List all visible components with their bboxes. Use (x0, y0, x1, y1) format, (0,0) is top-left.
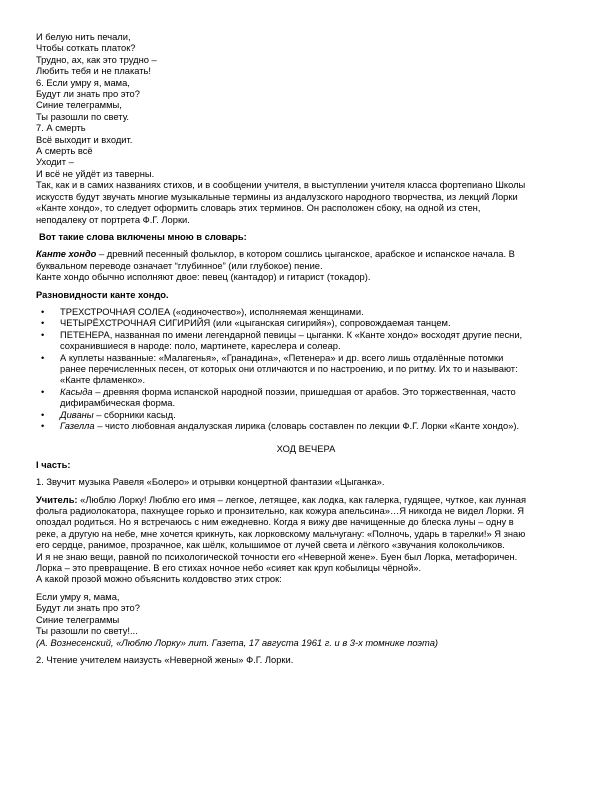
varieties-heading: Разновидности канте хондо. (36, 289, 169, 300)
poem-line: Если умру я, мама, (36, 591, 120, 602)
list-item-text: • ТРЕХСТРОЧНАЯ СОЛЕА («одиночество»), исполняемая женщинами. (60, 306, 364, 317)
teacher-line: А какой прозой можно объяснить колдовство этих строк: (36, 574, 282, 585)
list-item-text: • А куплеты названные: «Малагенья», «Гранадина», «Петенера» и др. всего лишь отдалённые потомки (60, 352, 504, 363)
paragraph-line: неподалеку от портрета Ф.Г. Лорки. (36, 214, 190, 225)
item-2: 2. Чтение учителем наизусть «Неверной жены» Ф.Г. Лорки. (36, 654, 294, 665)
poem-line: Будут ли знать про это? (36, 89, 140, 100)
list-item (36, 387, 576, 410)
poem-line: И всё не уйдёт из таверны. (36, 168, 155, 179)
kante-definition (36, 249, 576, 283)
poem-line: Уходит – (36, 157, 74, 168)
document-page (36, 32, 576, 666)
term-kasyda: Касыда (60, 386, 93, 397)
teacher-line: И я не знаю вещи, равной по психологической точности его «Неверной жене». Буен был Лорка, метафоричен. (36, 551, 518, 562)
list-item-text: сохранившиеся в народе: поло, мартинете, кареслера и солеар. (60, 341, 341, 352)
poem-line: Ты разошли по свету!... (36, 626, 138, 637)
teacher-line: его сердце, ранимое, прозрачное, как шёлк, колышимое от лучей света и лёгкого «звучания колокольчиков. (36, 540, 505, 551)
poem-line: А смерть всё (36, 146, 93, 157)
evening-title: ХОД ВЕЧЕРА (276, 444, 336, 455)
list-item (36, 421, 576, 432)
teacher-speech (36, 495, 576, 586)
list-item (36, 318, 576, 329)
varieties-list (36, 307, 576, 432)
poem-line: Будут ли знать про это? (36, 603, 140, 614)
list-item-text: ранее перечисленных песен, от которых они отличаются и по настроению, и по ритму. Их то и называют: (60, 363, 518, 374)
term-divany: Диваны (60, 409, 94, 420)
teacher-line: опоздал родиться. Но я встречаюсь с ним ежедневно. Когда я вижу две начищенные до блеска луны – одну в (36, 517, 514, 528)
intro-paragraph (36, 180, 576, 226)
list-item (36, 353, 576, 387)
poem-line: Синие телеграммы (36, 614, 120, 625)
poem-bottom (36, 592, 576, 649)
poem-line: 6. Если умру я, мама, (36, 77, 130, 88)
list-item-text: • ПЕТЕНЕРА, названная по имени легендарной певицы – цыганки. К «Канте хондо» восходят другие песни, (60, 329, 523, 340)
teacher-line: Лорка – это превращение. В его стихах ночное небо «сияет как круп кобылицы чёрной». (36, 563, 422, 574)
list-item-text: – древняя форма испанской народной поэзии, пришедшая от арабов. Это торжественная, часто (92, 386, 516, 397)
poem-line: Всё выходит и входит. (36, 134, 133, 145)
kante-definition-line: буквальном переводе означает “глубинное” (или глубокое) пение. (36, 260, 323, 271)
poem-line: Любить тебя и не плакать! (36, 66, 152, 77)
part1-heading: I часть: (36, 459, 71, 470)
list-item (36, 307, 576, 318)
poem-line: Чтобы соткать платок? (36, 43, 136, 54)
dictionary-heading: Вот такие слова включены мною в словарь: (39, 231, 247, 242)
teacher-label: Учитель: (36, 494, 78, 505)
item-1: 1. Звучит музыка Равеля «Болеро» и отрывки концертной фантазии «Цыганка». (36, 477, 385, 488)
teacher-text: «Люблю Лорку! Люблю его имя – легкое, летящее, как лодка, как галерка, гудящее, чуткое, как лунная (77, 494, 527, 505)
list-item-text: «Канте фламенко». (60, 375, 146, 386)
citation: (А. Вознесенский, «Люблю Лорку» лит. Газета, 17 августа 1961 г. и в 3-х томнике поэта) (36, 637, 439, 648)
poem-line: Синие телеграммы, (36, 100, 122, 111)
poem-line: Ты разошли по свету. (36, 111, 130, 122)
list-item (36, 330, 576, 353)
teacher-line: фольга радиолокатора, пахнущее горько и пронзительно, как кожура апельсина»…Я никогда не видел Лорки. Я (36, 506, 524, 517)
list-item (36, 410, 576, 421)
list-item-text: дифирамбическая форма. (60, 398, 176, 409)
list-item-text: • ЧЕТЫРЁХСТРОЧНАЯ СИГИРИЙЯ (или «цыганская сигирийя»), сопровождаемая танцем. (60, 318, 451, 329)
kante-term: Канте хондо (36, 249, 97, 260)
kante-definition-line: Канте хондо обычно исполняют двое: певец (кантадор) и гитарист (токадор). (36, 272, 371, 283)
list-item-text: – чисто любовная андалузская лирика (словарь составлен по лекции Ф.Г. Лорки «Канте хондо»). (94, 421, 520, 431)
poem-line: И белую нить печали, (36, 32, 131, 42)
poem-line: 7. А смерть (36, 123, 86, 134)
poem-line: Трудно, ах, как это трудно – (36, 54, 157, 65)
paragraph-line: искусств будут звучать многие музыкальные термины из андалузского народного творчества, из лекций Лорки (36, 191, 518, 202)
paragraph-line: Так, как и в самих названиях стихов, и в сообщении учителя, в выступлении учителя класса фортепиано Школы (36, 180, 526, 191)
teacher-line: реке, а другую на небе, мне хочется крикнуть, как лорковскому мальчугану: «Полночь, ударь в тарелки!» Я знаю (36, 528, 526, 539)
poem-top (36, 32, 576, 180)
list-item-text: – сборники касыд. (93, 409, 176, 420)
paragraph-line: «Канте хондо», то следует оформить словарь этих терминов. Он расположен сбоку, на одной из стен, (36, 203, 481, 214)
kante-definition-text: – древний песенный фольклор, в котором сошлись цыганское, арабское и испанское начала. В (96, 249, 515, 260)
term-gazella: Газелла (60, 421, 95, 431)
